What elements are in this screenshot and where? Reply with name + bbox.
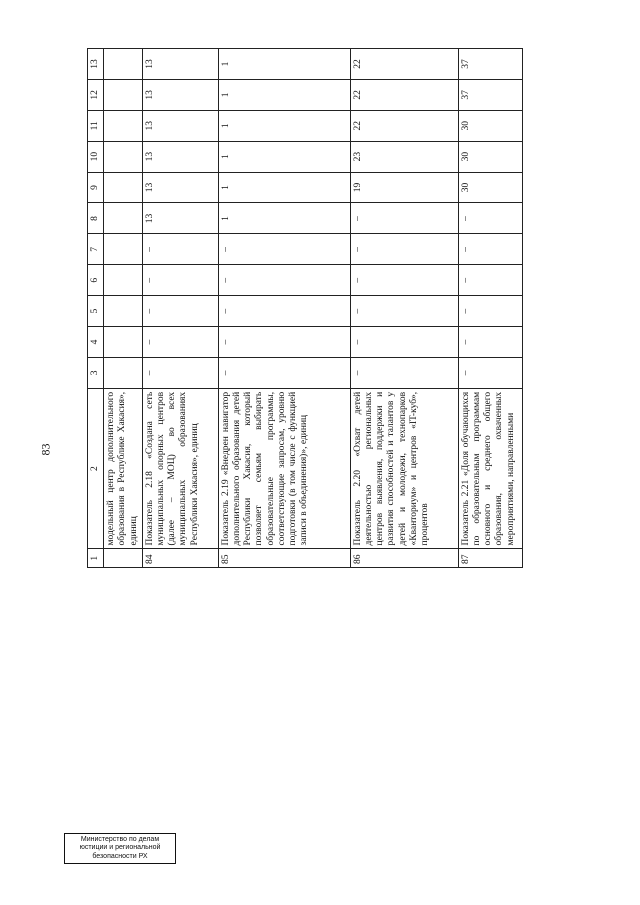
- value-cell: –: [458, 234, 522, 265]
- value-cell: –: [218, 296, 350, 327]
- stamp-line: юстиции и региональной: [79, 844, 161, 852]
- value-cell: –: [350, 234, 458, 265]
- header-cell: 5: [88, 296, 104, 327]
- value-cell: 13: [142, 172, 218, 203]
- value-cell: 30: [458, 110, 522, 141]
- value-cell: [104, 203, 143, 234]
- value-cell: –: [218, 357, 350, 388]
- header-cell: 4: [88, 327, 104, 358]
- value-cell: 22: [350, 79, 458, 110]
- value-cell: –: [458, 357, 522, 388]
- indicator-description-cell: Показатель 2.21 «Доля обучающихся по образовательным программам основного и среднего общего образования, охваченных мероприятиями, направленными: [458, 388, 522, 549]
- header-cell: 12: [88, 79, 104, 110]
- table-row: [142, 49, 218, 568]
- value-cell: –: [458, 296, 522, 327]
- header-cell: 10: [88, 141, 104, 172]
- table-row: [218, 49, 350, 568]
- header-cell: 9: [88, 172, 104, 203]
- header-cell: 13: [88, 49, 104, 80]
- value-cell: –: [218, 234, 350, 265]
- value-cell: –: [218, 327, 350, 358]
- header-cell: 2: [88, 388, 104, 549]
- value-cell: 1: [218, 79, 350, 110]
- ministry-stamp: [64, 833, 176, 864]
- value-cell: [104, 141, 143, 172]
- value-cell: 1: [218, 203, 350, 234]
- value-cell: 1: [218, 49, 350, 80]
- value-cell: [104, 234, 143, 265]
- value-cell: –: [350, 296, 458, 327]
- table-row: [350, 49, 458, 568]
- value-cell: 30: [458, 172, 522, 203]
- stamp-line: безопасности РХ: [92, 852, 148, 860]
- value-cell: 19: [350, 172, 458, 203]
- indicator-description-cell: Показатель 2.18 «Создана сеть муниципальных опорных центров (далее – МОЦ) во всех муниципальных образованиях Республики Хакасия», единиц: [142, 388, 218, 549]
- value-cell: [104, 327, 143, 358]
- value-cell: 22: [350, 49, 458, 80]
- value-cell: 1: [218, 141, 350, 172]
- value-cell: –: [458, 265, 522, 296]
- value-cell: –: [350, 203, 458, 234]
- value-cell: 37: [458, 49, 522, 80]
- indicators-table: [87, 48, 523, 568]
- header-cell: 1: [88, 549, 104, 568]
- value-cell: [104, 357, 143, 388]
- value-cell: –: [350, 265, 458, 296]
- value-cell: 13: [142, 79, 218, 110]
- header-row: [88, 49, 104, 568]
- page-number: 83: [38, 443, 53, 456]
- row-number-cell: 84: [142, 549, 218, 568]
- value-cell: [104, 296, 143, 327]
- value-cell: [104, 265, 143, 296]
- table-row: [104, 49, 143, 568]
- value-cell: –: [458, 203, 522, 234]
- header-cell: 3: [88, 357, 104, 388]
- value-cell: [104, 79, 143, 110]
- row-number-cell: 85: [218, 549, 350, 568]
- value-cell: 13: [142, 49, 218, 80]
- document-table-frame: [87, 48, 607, 568]
- stamp-line: Министерство по делам: [80, 836, 160, 843]
- value-cell: –: [142, 296, 218, 327]
- value-cell: 30: [458, 141, 522, 172]
- value-cell: –: [142, 234, 218, 265]
- indicator-description-cell: модельный центр дополнительного образования в Республике Хакасия», единиц: [104, 388, 143, 549]
- header-cell: 8: [88, 203, 104, 234]
- value-cell: [104, 172, 143, 203]
- value-cell: –: [350, 327, 458, 358]
- value-cell: –: [458, 327, 522, 358]
- row-number-cell: 87: [458, 549, 522, 568]
- value-cell: 23: [350, 141, 458, 172]
- table-row: [458, 49, 522, 568]
- value-cell: –: [142, 357, 218, 388]
- value-cell: 13: [142, 203, 218, 234]
- row-number-cell: [104, 549, 143, 568]
- value-cell: 13: [142, 141, 218, 172]
- row-number-cell: 86: [350, 549, 458, 568]
- header-cell: 7: [88, 234, 104, 265]
- indicator-description-cell: Показатель 2.20 «Охват детей деятельностью региональных центров выявления, поддержки и развития способностей и талантов у детей и молодежи, технопарков «Кванториум» и центров «IT-куб», процентов: [350, 388, 458, 549]
- value-cell: 37: [458, 79, 522, 110]
- indicator-description-cell: Показатель 2.19 «Внедрен навигатор дополнительного образования детей Республики Хакасия, который позволяет семьям выбирать образовательные программы, соответствующие запросам, уровню подготовки (в том числе с функцией записи в объединения)», единиц: [218, 388, 350, 549]
- value-cell: –: [142, 327, 218, 358]
- value-cell: [104, 49, 143, 80]
- value-cell: 1: [218, 110, 350, 141]
- value-cell: –: [350, 357, 458, 388]
- value-cell: 13: [142, 110, 218, 141]
- value-cell: 22: [350, 110, 458, 141]
- header-cell: 6: [88, 265, 104, 296]
- header-cell: 11: [88, 110, 104, 141]
- value-cell: 1: [218, 172, 350, 203]
- value-cell: –: [218, 265, 350, 296]
- value-cell: [104, 110, 143, 141]
- value-cell: –: [142, 265, 218, 296]
